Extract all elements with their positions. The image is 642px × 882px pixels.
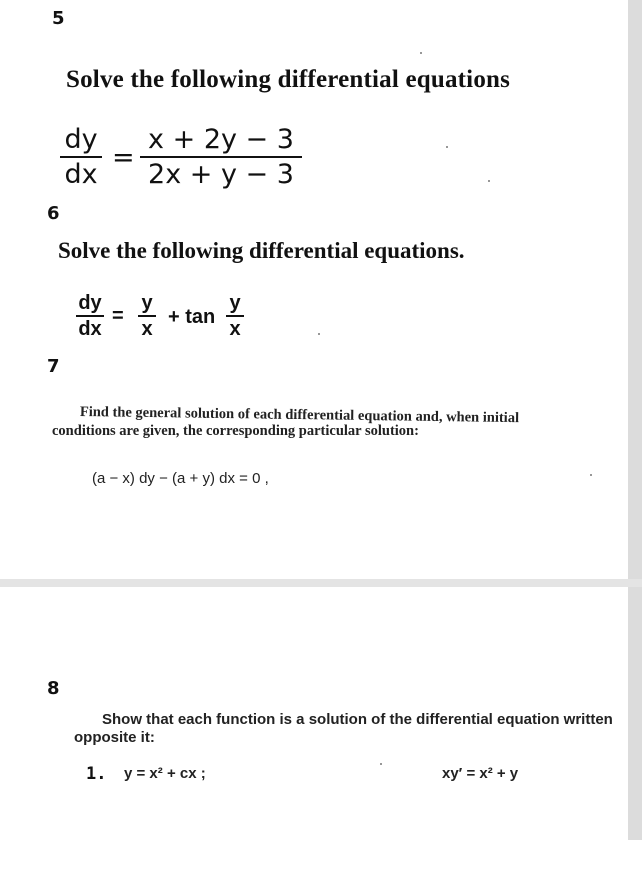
equation-y-over-x: [138, 293, 156, 339]
fraction-numerator: x + 2y − 3: [148, 124, 294, 155]
fraction-denominator: x: [141, 318, 153, 340]
fraction-denominator: x: [229, 318, 241, 340]
question-number: 5: [52, 8, 65, 29]
fraction-denominator: dx: [64, 159, 98, 190]
fraction-numerator: dy: [64, 124, 98, 155]
question-instruction-line-1: Show that each function is a solution of the differential equation written: [102, 711, 613, 728]
equals-sign: =: [112, 142, 135, 173]
fraction-denominator: 2x + y − 3: [148, 159, 294, 190]
question-instruction: Solve the following differential equations: [66, 66, 511, 93]
equation-tan-argument: [226, 293, 244, 339]
question-instruction: Solve the following differential equations.: [58, 238, 465, 263]
question-number: 8: [47, 678, 60, 699]
item-differential-equation: xy′ = x² + y: [442, 765, 519, 782]
fraction-denominator: dx: [78, 318, 102, 340]
question-instruction-line-1: Find the general solution of each differential equation and, when initial: [79, 404, 520, 427]
scan-speck: [380, 763, 382, 765]
question-number: 6: [47, 203, 60, 224]
fraction-numerator: dy: [78, 292, 102, 314]
scan-speck: [488, 180, 490, 182]
equation-lhs-fraction: [76, 293, 104, 339]
question-equation: (a − x) dy − (a + y) dx = 0 ,: [92, 470, 269, 487]
fraction-numerator: y: [229, 292, 241, 314]
equation-rhs-fraction: [140, 126, 302, 188]
plus-tan: + tan: [168, 306, 216, 328]
fraction-bar: [60, 156, 102, 158]
fraction-numerator: y: [141, 292, 153, 314]
question-number: 7: [47, 356, 60, 377]
scan-speck: [446, 146, 448, 148]
fraction-bar: [138, 315, 156, 317]
item-function: y = x² + cx ;: [124, 765, 206, 782]
fraction-bar: [76, 315, 104, 317]
equation-lhs-fraction: [60, 126, 102, 188]
page-divider: [0, 579, 642, 587]
scan-speck: [590, 474, 592, 476]
scan-speck: [318, 333, 320, 335]
question-instruction-line-2: conditions are given, the corresponding particular solution:: [52, 423, 419, 439]
question-instruction-line-2: opposite it:: [74, 729, 155, 746]
fraction-bar: [226, 315, 244, 317]
equals-sign: =: [112, 305, 124, 327]
item-label: 1.: [86, 764, 107, 784]
fraction-bar: [140, 156, 302, 158]
scan-speck: [420, 52, 422, 54]
scan-edge: [628, 0, 642, 840]
